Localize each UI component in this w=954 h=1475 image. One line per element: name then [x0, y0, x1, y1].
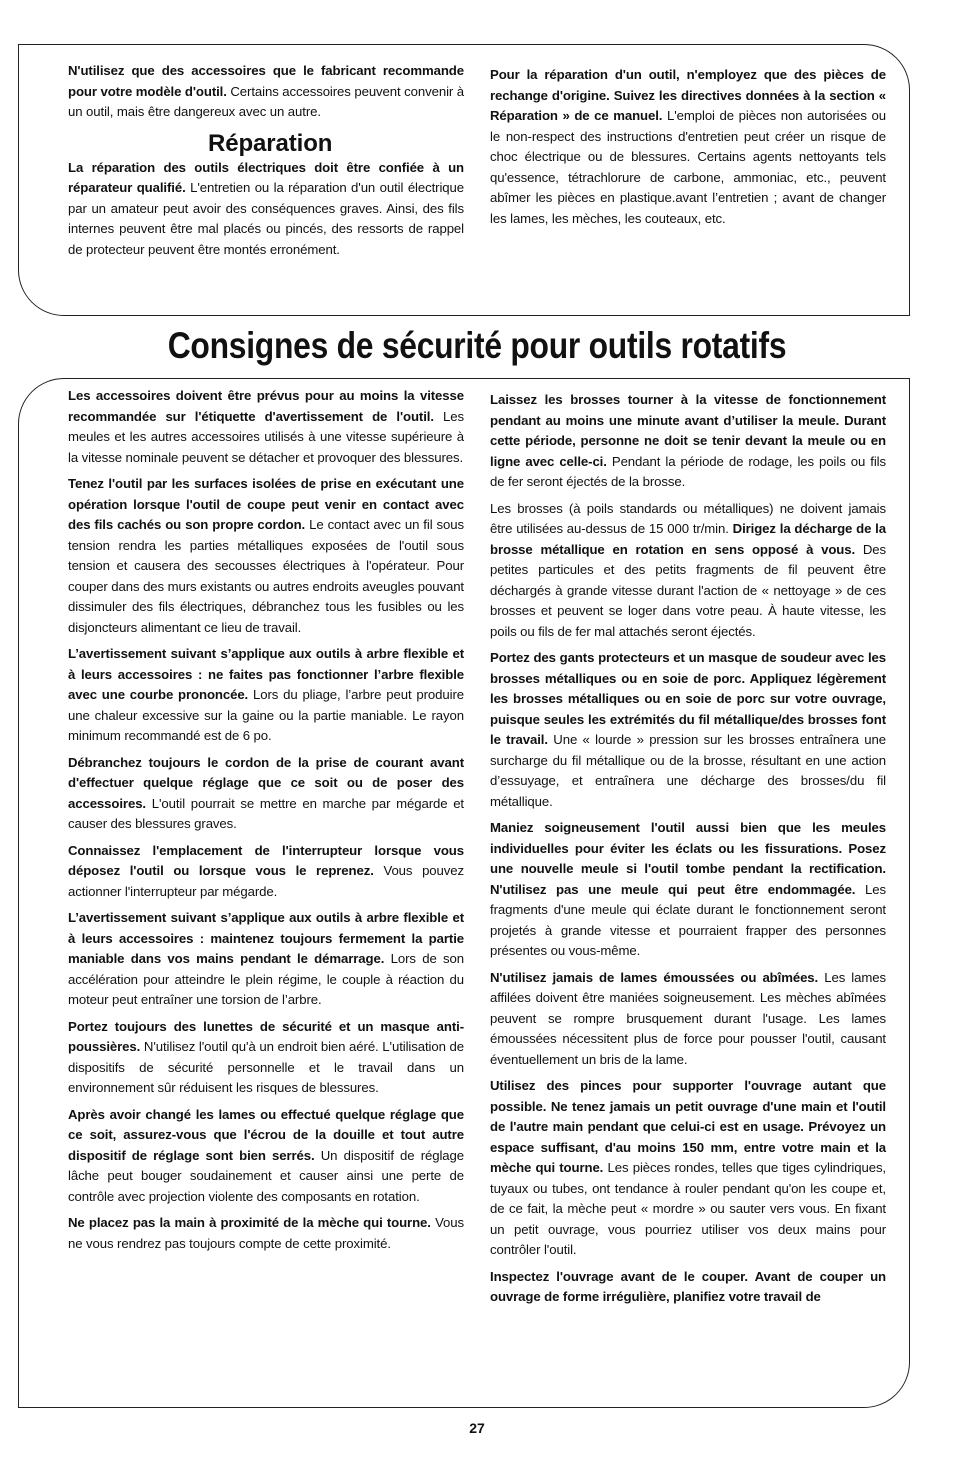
paragraph: Portez toujours des lunettes de sécurité et un masque anti-poussières. N'utilisez l'outil qu'à un endroit bien aéré. L'utilisation de dispositifs de sécurité personnelle et le travail dans un environnement sûr réduisent les risques de blessures. — [68, 1018, 464, 1095]
paragraph: Utilisez des pinces pour supporter l'ouvrage autant que possible. Ne tenez jamais un petit ouvrage d'une main et l'outil de l'autre main pendant que celui-ci est en usage. Prévoyez un espace suffisant, d'au moins 150 mm, entre votre main et la mèche qui tourne. Les pièces rondes, telles que tiges cylindriques, tuyaux ou tubes, ont tendance à rouler pendant qu'on les coupe et, de ce fait, la mèche peut « mordre » ou sauter vers vous. En fixant un petit ouvrage, vous pourriez utiliser vos deux mains pour contrôler l'outil. — [490, 1078, 886, 1257]
bottom-left-column — [68, 386, 464, 1260]
paragraph: Inspectez l'ouvrage avant de le couper. Avant de couper un ouvrage de forme irrégulière, planifiez votre travail de — [490, 1268, 886, 1304]
paragraph: Après avoir changé les lames ou effectué quelque réglage que ce soit, assurez-vous que l'écrou de la douille et tout autre dispositif de réglage sont bien serrés. Un dispositif de réglage lâche peut bouger soudainement et causer ainsi une perte de contrôle avec projection violente des composants en rotation. — [68, 1106, 464, 1204]
bottom-right-column — [490, 390, 886, 1314]
paragraph: Pour la réparation d'un outil, n'employez que des pièces de rechange d'origine. Suivez les directives données à la section « Réparation » de ce manuel. L'emploi de pièces non autorisées ou le non-respect des instructions d'entretien peut créer un risque de choc électrique ou de blessures. Certains agents nettoyants tels qu'essence, tétrachlorure de carbone, ammoniac, etc., peuvent abîmer les pièces en plastique.avant l’entretien ; avant de changer les lames, les mèches, les couteaux, etc. — [490, 67, 886, 226]
paragraph: Les accessoires doivent être prévus pour au moins la vitesse recommandée sur l'étiquette d'avertissement de l'outil. Les meules et les autres accessoires utilisés à une vitesse supérieure à la vitesse nominale peuvent se détacher et provoquer des blessures. — [68, 388, 464, 465]
paragraph: La réparation des outils électriques doit être confiée à un réparateur qualifié. L'entretien ou la réparation d'un outil électrique par un amateur peut avoir des conséquences graves. Ainsi, des fils internes peuvent être mal placés ou pincés, des ressorts de rappel de protecteur peuvent être montés erronément. — [68, 159, 464, 257]
paragraph: Les brosses (à poils standards ou métalliques) ne doivent jamais être utilisées au-dessus de 15 000 tr/min. Dirigez la décharge de la brosse métallique en rotation en sens opposé à vous. Des petites particules et des petits fragments de fil peuvent être déchargés à grande vitesse durant l'action de « nettoyage » de ces brosses et peuvent se loger dans votre peau. À haute vitesse, les poils ou fils de fer mal attachés seront éjectés. — [490, 500, 886, 639]
page-title: Consignes de sécurité pour outils rotatifs — [167, 325, 787, 366]
paragraph: Tenez l'outil par les surfaces isolées de prise en exécutant une opération lorsque l'outil de coupe peut venir en contact avec des fils cachés ou son propre cordon. Le contact avec un fil sous tension rendra les parties métalliques exposées de l'outil sous tension et causera des secousses électriques à l'opérateur. Pour couper dans des murs existants ou autres endroits aveugles pouvant dissimuler des fils électriques, débranchez tous les fusibles ou les disjoncteurs alimentant ce lieu de travail. — [68, 476, 464, 635]
paragraph: N'utilisez que des accessoires que le fabricant recommande pour votre modèle d'outil. Certains accessoires peuvent convenir à un outil, mais être dangereux avec un autre. — [68, 63, 464, 119]
paragraph: Laissez les brosses tourner à la vitesse de fonctionnement pendant au moins une minute avant d’utiliser la meule. Durant cette période, personne ne doit se tenir devant la meule ou en ligne avec celle-ci. Pendant la période de rodage, les poils ou fils de fer seront éjectés de la brosse. — [490, 392, 886, 489]
paragraph: Maniez soigneusement l'outil aussi bien que les meules individuelles pour éviter les éclats ou les fissurations. Posez une nouvelle meule si l'outil tombe pendant la rectification. N'utilisez pas une meule qui peut être endommagée. Les fragments d'une meule qui éclate durant le fonctionnement seront projetés à grande vitesse et pourraient frapper des personnes présentes ou vous-même. — [490, 820, 886, 958]
paragraph: L’avertissement suivant s’applique aux outils à arbre flexible et à leurs accessoires : ne faites pas fonctionner l’arbre flexible avec une courbe prononcée. Lors du pliage, l’arbre peut produire une chaleur excessive sur la gaine ou la partie maniable. Le rayon minimum recommandé est de 6 po. — [68, 646, 464, 743]
paragraph: N'utilisez jamais de lames émoussées ou abîmées. Les lames affilées doivent être maniées soigneusement. Les mèches abîmées peuvent se rompre brusquement durant l'usage. Les lames émoussées nécessitent plus de force pour pousser l'outil, causant éventuellement un bris de la lame. — [490, 969, 886, 1067]
paragraph: Ne placez pas la main à proximité de la mèche qui tourne. Vous ne vous rendrez pas toujours compte de cette proximité. — [68, 1215, 464, 1251]
section-heading-reparation: Réparation — [208, 129, 333, 157]
top-left-column — [68, 61, 464, 266]
paragraph: L’avertissement suivant s’applique aux outils à arbre flexible et à leurs accessoires : maintenez toujours fermement la partie maniable dans vos mains pendant le démarrage. Lors de son accélération pour atteindre le plein régime, le couple à réaction du moteur peut entraîner une torsion de l’arbre. — [68, 910, 464, 1007]
paragraph: Débranchez toujours le cordon de la prise de courant avant d'effectuer quelque réglage que ce soit ou de poser des accessoires. L'outil pourrait se mettre en marche par mégarde et causer des blessures graves. — [68, 754, 464, 831]
top-right-column — [490, 65, 886, 235]
paragraph: Connaissez l'emplacement de l'interrupteur lorsque vous déposez l'outil ou lorsque vous le reprenez. Vous pouvez actionner l'interrupteur par mégarde. — [68, 842, 464, 899]
page-number: 27 — [469, 1420, 485, 1436]
paragraph: Portez des gants protecteurs et un masque de soudeur avec les brosses métalliques ou en soie de porc. Appliquez légèrement les brosses métalliques ou en soie de porc sur votre ouvrage, puisque seules les extrémités du fil métallique/des brosses font le travail. Une « lourde » pression sur les brosses entraînera une surcharge du fil métallique ou de la brosse, résultant en une action d’essuyage, et entraînera une décharge des brosses/du fil métallique. — [490, 650, 886, 809]
